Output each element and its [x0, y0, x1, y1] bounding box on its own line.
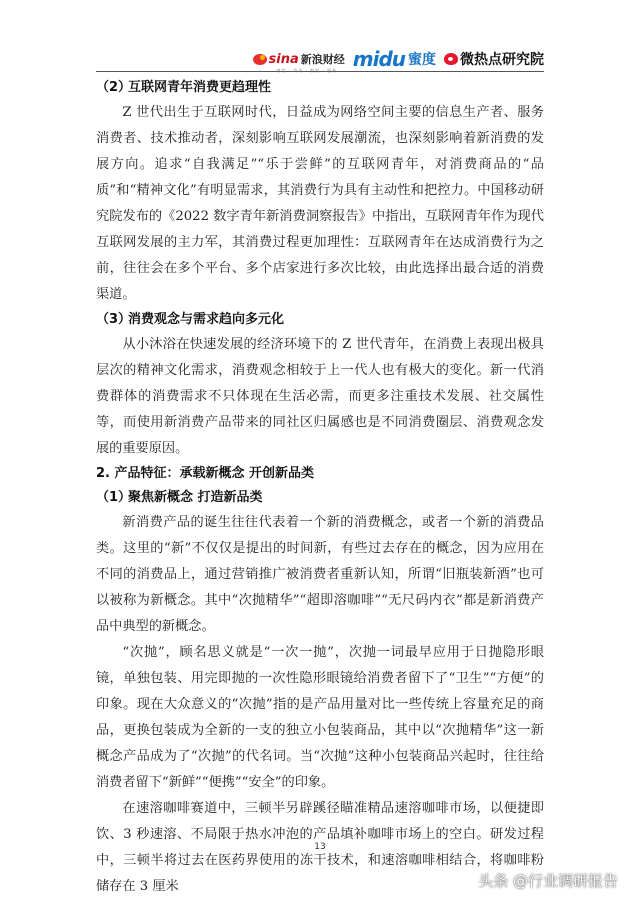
page-number: 13: [314, 842, 326, 852]
section-heading: [96, 308, 544, 332]
midu-name: 蜜度: [408, 52, 436, 68]
weibo-name: 微热点研究院: [460, 52, 544, 68]
midu-logo: [353, 47, 436, 71]
sina-finance-logo: [253, 51, 345, 67]
weibo-hotspot-logo: [444, 49, 544, 69]
paragraph: 从小沐浴在快速发展的经济环境下的 Z 世代青年，在消费上表现出极具层次的精神文化需求，消费观念相较于上一代人也有极大的变化。新一代消费群体的消费需求不只体现在生活必需，而更多注重技术发展、社交属性等，而使用新消费产品带来的同社区归属感也是不同消费圈层、消费观念发展的重要原因。: [96, 337, 544, 456]
heading-text: 互联网青年消费更趋理性: [128, 80, 272, 95]
paragraph: 新消费产品的诞生往往代表着一个新的消费概念，或者一个新的消费品类。这里的“新”不仅仅是提出的时间新，有些过去存在的概念，因为应用在不同的消费品上，通过营销推广被消费者重新认知，所谓“旧瓶装新酒”也可以被称为新概念。其中“次抛精华”“超即溶咖啡”“无尺码内衣”都是新消费产品中典型的新概念。: [96, 515, 544, 634]
heading-number: （3）: [96, 312, 132, 327]
header-logos: [253, 48, 544, 70]
heading-number: 2.: [96, 466, 110, 481]
watermark: 头条 @行业调研报告: [478, 872, 618, 890]
midu-brand: midu: [352, 47, 405, 71]
heading-number: （2）: [96, 80, 132, 95]
header-divider: [96, 71, 544, 72]
sina-eye-icon: [253, 54, 267, 65]
sina-brand: sina: [268, 51, 299, 67]
document-body: [96, 76, 544, 900]
section-heading: [96, 486, 544, 510]
major-heading: [96, 462, 544, 486]
heading-number: （1）: [96, 490, 132, 505]
heading-text: 聚焦新概念 打造新品类: [128, 490, 263, 505]
heading-text: 产品特征：承载新概念 开创新品类: [114, 466, 315, 481]
paragraph: “次抛”，顾名思义就是“一次一抛”，次抛一词最早应用于日抛隐形眼镜，单独包装、用完即抛的一次性隐形眼镜给消费者留下了“卫生”“方便”的印象。现在大众意义的“次抛”指的是产品用量对比一些传统上容量充足的商品，更换包装成为全新的一支的独立小包装商品，其中以“次抛精华”这一新概念产品成为了“次抛”的代名词。当“次抛”这种小包装商品兴起时，往往给消费者留下“新鲜”“便携”“安全”的印象。: [96, 645, 544, 790]
paragraph: Z 世代出生于互联网时代，日益成为网络空间主要的信息生产者、服务消费者、技术推动者，深刻影响互联网发展潮流，也深刻影响着新消费的发展方向。追求“自我满足”“乐于尝鲜”的互联网青年，对消费商品的“品质”和“精神文化”有明显需求，其消费行为具有主动性和把控力。中国移动研究院发布的《2022 数字青年新消费洞察报告》中指出，互联网青年作为现代互联网发展的主力军，其消费过程更加理性：互联网青年在达成消费行为之前，往往会在多个平台、多个店家进行多次比较，由此选择出最合适的消费渠道。: [96, 105, 544, 302]
sina-name: 新浪财经: [300, 53, 345, 66]
heading-text: 消费观念与需求趋向多元化: [128, 312, 285, 327]
section-heading: [96, 76, 544, 100]
weibo-icon: [444, 53, 458, 65]
paragraph: 在速溶咖啡赛道中，三顿半另辟蹊径瞄准精品速溶咖啡市场，以便捷即饮、3 秒速溶、不局限于热水冲泡的产品填补咖啡市场上的空白。研发过程中，三顿半将过去在医药界使用的冻干技术，和速溶咖啡相结合，将咖啡粉储存在 3 厘米: [96, 801, 544, 894]
